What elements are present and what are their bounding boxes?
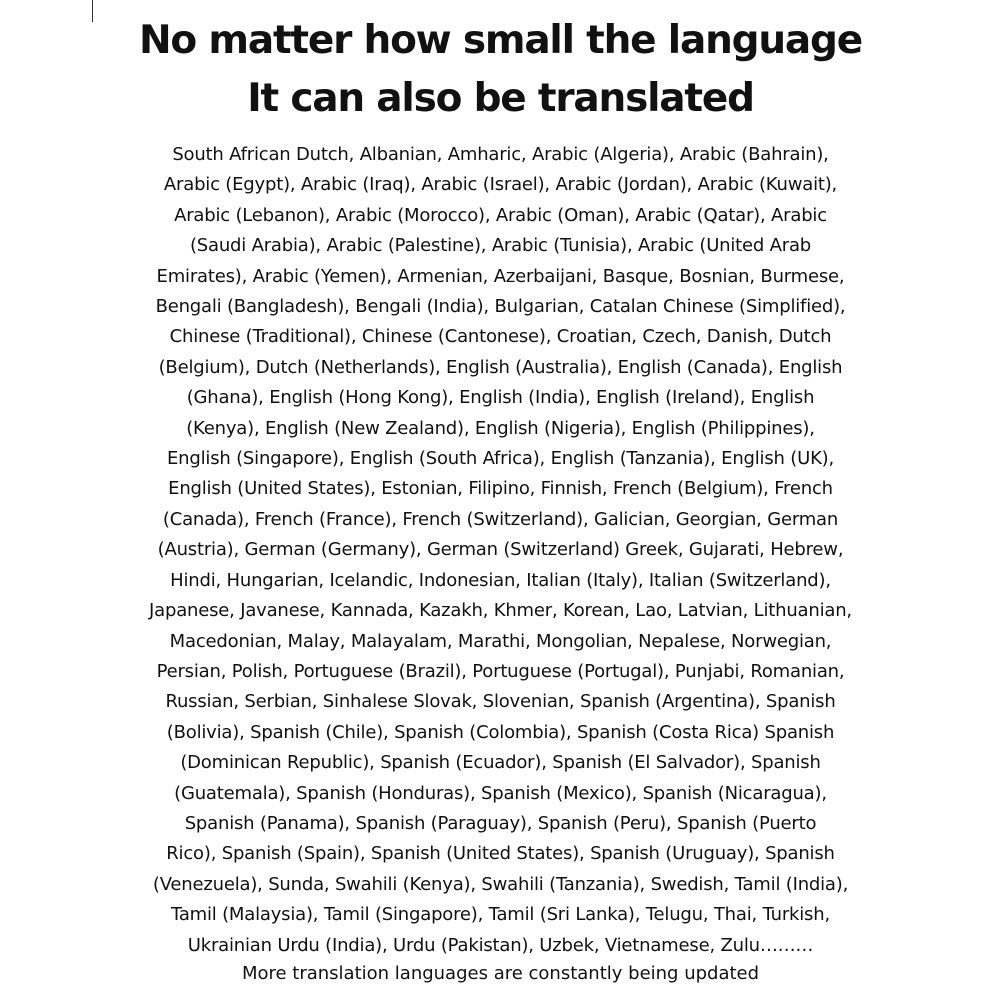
language-line: (Saudi Arabia), Arabic (Palestine), Arabic (Tunisia), Arabic (United Arab xyxy=(189,235,812,257)
language-line: South African Dutch, Albanian, Amharic, Arabic (Algeria), Arabic (Bahrain), xyxy=(172,144,829,165)
language-line: Spanish (Panama), Spanish (Paraguay), Spanish (Peru), Spanish (Puerto xyxy=(184,812,817,834)
language-line: Chinese (Traditional), Chinese (Cantonese), Croatian, Czech, Danish, Dutch xyxy=(169,326,832,348)
headline-line-2: It can also be translated xyxy=(247,76,754,121)
footer-note: More translation languages are constantly being updated xyxy=(241,963,760,984)
language-line: (Guatemala), Spanish (Honduras), Spanish (Mexico), Spanish (Nicaragua), xyxy=(174,782,827,804)
headline xyxy=(0,12,1001,128)
language-line: Bengali (Bangladesh), Bengali (India), Bulgarian, Catalan Chinese (Simplified), xyxy=(155,296,846,318)
headline-line-1: No matter how small the language xyxy=(138,18,862,63)
language-line: (Bolivia), Spanish (Chile), Spanish (Colombia), Spanish (Costa Rica) Spanish xyxy=(166,721,835,743)
language-line: (Kenya), English (New Zealand), English (Nigeria), English (Philippines), xyxy=(186,417,815,439)
language-line: (Belgium), Dutch (Netherlands), English (Australia), English (Canada), English xyxy=(158,356,843,378)
language-line: Persian, Polish, Portuguese (Brazil), Portuguese (Portugal), Punjabi, Romanian, xyxy=(156,660,845,682)
language-line: Japanese, Javanese, Kannada, Kazakh, Khmer, Korean, Lao, Latvian, Lithuanian, xyxy=(149,600,852,622)
language-line: (Dominican Republic), Spanish (Ecuador), Spanish (El Salvador), Spanish xyxy=(180,752,821,774)
language-list xyxy=(100,140,901,961)
language-line: Tamil (Malaysia), Tamil (Singapore), Tamil (Sri Lanka), Telugu, Thai, Turkish, xyxy=(171,904,830,926)
language-line: (Ghana), English (Hong Kong), English (India), English (Ireland), English xyxy=(186,387,815,409)
language-line: Emirates), Arabic (Yemen), Armenian, Azerbaijani, Basque, Bosnian, Burmese, xyxy=(156,265,845,287)
language-line: Macedonian, Malay, Malayalam, Marathi, Mongolian, Nepalese, Norwegian, xyxy=(169,630,832,652)
language-line: (Canada), French (France), French (Switzerland), Galician, Georgian, German xyxy=(162,508,839,530)
language-line: Arabic (Egypt), Arabic (Iraq), Arabic (Israel), Arabic (Jordan), Arabic (Kuwait), xyxy=(163,174,838,196)
language-line: (Venezuela), Sunda, Swahili (Kenya), Swahili (Tanzania), Swedish, Tamil (India), xyxy=(152,873,849,895)
language-line: (Austria), German (Germany), German (Switzerland) Greek, Gujarati, Hebrew, xyxy=(157,539,844,561)
language-line: English (United States), Estonian, Filipino, Finnish, French (Belgium), French xyxy=(168,478,833,500)
language-line: English (Singapore), English (South Africa), English (Tanzania), English (UK), xyxy=(166,448,835,470)
language-line: Ukrainian Urdu (India), Urdu (Pakistan), Uzbek, Vietnamese, Zulu……… xyxy=(187,934,814,956)
language-line: Russian, Serbian, Sinhalese Slovak, Slovenian, Spanish (Argentina), Spanish xyxy=(165,691,836,713)
language-line: Arabic (Lebanon), Arabic (Morocco), Arabic (Oman), Arabic (Qatar), Arabic xyxy=(174,204,827,226)
language-line: Hindi, Hungarian, Icelandic, Indonesian, Italian (Italy), Italian (Switzerland), xyxy=(170,569,831,591)
language-line: Rico), Spanish (Spain), Spanish (United States), Spanish (Uruguay), Spanish xyxy=(166,843,835,865)
